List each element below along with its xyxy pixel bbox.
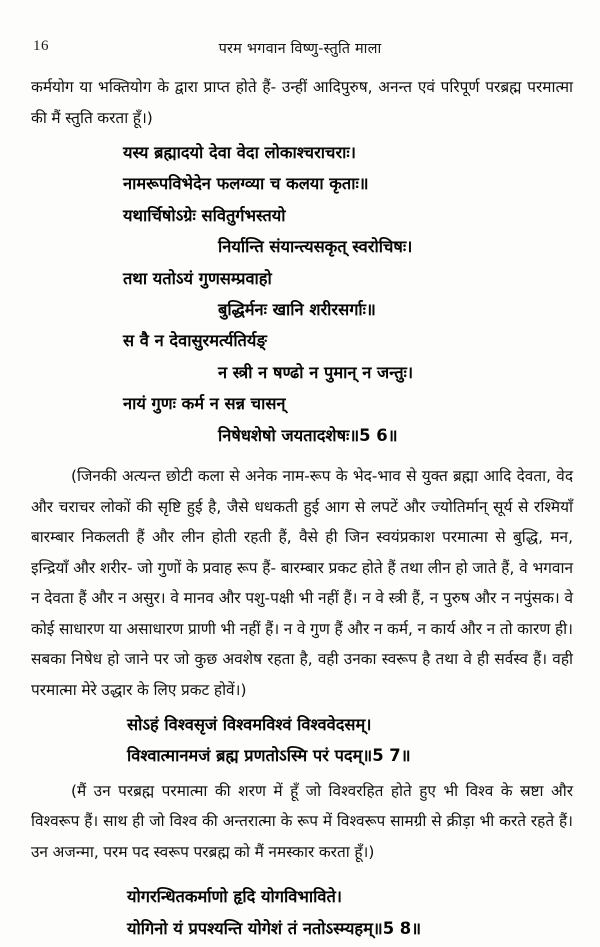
commentary-57-line-1: (मैं उन परब्रह्म परमात्मा की शरण में हूँ जो विश्वरहित होते हुए भी विश्व के (71, 781, 513, 800)
verse-56-line-1: यस्य ब्रह्मादयो देवा वेदा लोकाश्चराचराः। (123, 143, 356, 162)
commentary-56-line-9: स्वरूप है तथा वे ही सर्वस्व हैं। वही परमात्मा मेरे उद्धार के लिए प्रकट होवें।) (31, 650, 573, 699)
continued-line-2: परब्रह्म परमात्मा की मैं स्तुति करता हूँ।) (31, 78, 574, 127)
verse-56-line-5: तथा यतोऽयं गुणसम्प्रवाहो (123, 268, 272, 288)
commentary-56-line-8: और न तो कारण ही। सबका निषेध हो जाने पर जो कुछ अवशेष रहता है, वही उनका (31, 619, 574, 669)
running-head (0, 38, 600, 62)
verse-57 (31, 709, 573, 772)
verse-58 (31, 881, 573, 944)
verse-58-line-1: योगरन्धितकर्माणो हृदि योगविभाविते। (127, 887, 343, 907)
verse-56-line-10: निषेधशेषो जयतादशेषः॥5 6॥ (218, 425, 398, 445)
commentary-56-line-3: लपटें और ज्योतिर्मान् सूर्य से रश्मियाँ बारम्बार निकलती हैं और लीन होती रहती हैं, (31, 497, 573, 547)
verse-58-line-2: योगिनो यं प्रपश्यन्ति योगेशं तं नतोऽस्म्यहम्॥5 8॥ (127, 918, 422, 938)
verse-57-line-2: विश्वात्मानमजं ब्रह्म प्रणतोऽस्मि परं पदम्॥5 7॥ (127, 746, 411, 766)
commentary-56-line-6: न असुर। वे मानव और पशु-पक्षी भी नहीं हैं। न वे स्त्री हैं, न पुरुष और न नपुंसक। (118, 589, 560, 608)
commentary-57-line-4: करता हूँ।) (318, 842, 375, 861)
verse-56-line-3: यथार्चिषोऽग्रेः सवितुर्गभस्तयो (123, 205, 286, 225)
commentary-56-line-5: प्रवाह रूप हैं- बारम्बार प्रकट होते हैं तथा लीन हो जाते हैं, वे भगवान न देवता हैं और (31, 558, 574, 608)
commentary-56-line-4: वैसे ही जिन स्वयंप्रकाश परमात्मा से बुद्धि, मन, इन्द्रियाँ और शरीर- जो गुणों के (31, 528, 573, 577)
verse-56-line-7: स वै न देवासुरमर्त्यतिर्यङ् (123, 331, 267, 351)
commentary-56 (31, 461, 573, 705)
verse-56-line-4: निर्यान्ति संयान्त्यसकृत् स्वरोचिषः। (218, 237, 413, 257)
spacer (31, 451, 573, 461)
continued-line-1: कर्मयोग या भक्तियोग के द्वारा प्राप्त होते हैं- उन्हीं आदिपुरुष, अनन्त एवं परिपूर्ण (31, 78, 480, 96)
commentary-56-line-1: (जिनकी अत्यन्त छोटी कला से अनेक नाम-रूप के भेद-भाव से युक्त ब्रह्मा (71, 467, 479, 486)
commentary-57-line-2: स्रष्टा और विश्वरूप हैं। साथ ही जो विश्व की अन्तरात्मा के रूप में विश्वरूप सामग्री (31, 781, 573, 831)
spacer (31, 867, 573, 881)
commentary-57 (31, 776, 573, 868)
verse-56-line-8: न स्त्री न षण्ढो न पुमान् न जन्तुः। (218, 362, 414, 382)
page-number: 16 (33, 38, 49, 54)
commentary-56-line-2: आदि देवता, वेद और चराचर लोकों की सृष्टि हुई है, जैसे धधकती हुई आग से (31, 467, 573, 516)
running-title: परम भगवान विष्णु-स्तुति माला (218, 41, 382, 57)
commentary-56-line-7: वे कोई साधारण या असाधारण प्राणी भी नहीं हैं। न वे गुण हैं और न कर्म, न कार्य (31, 589, 574, 638)
verse-57-line-1: सोऽहं विश्वसृजं विश्वमविश्वं विश्ववेदसम्। (127, 715, 372, 735)
body-text-block (31, 72, 573, 944)
verse-56-line-6: बुद्धिर्मनः खानि शरीरसर्गाः॥ (218, 300, 376, 320)
commentary-57-line-3: से क्रीड़ा भी करते रहते हैं। उन अजन्मा, परम पद स्वरूप परब्रह्म को मैं नमस्कार (31, 812, 573, 861)
verse-56-line-2: नामरूपविभेदेन फलग्व्या च कलया कृताः॥ (123, 174, 369, 194)
continued-paragraph (31, 72, 573, 133)
verse-56 (31, 137, 573, 451)
verse-56-line-9: नायं गुणः कर्म न सन्न चासन् (123, 394, 286, 414)
